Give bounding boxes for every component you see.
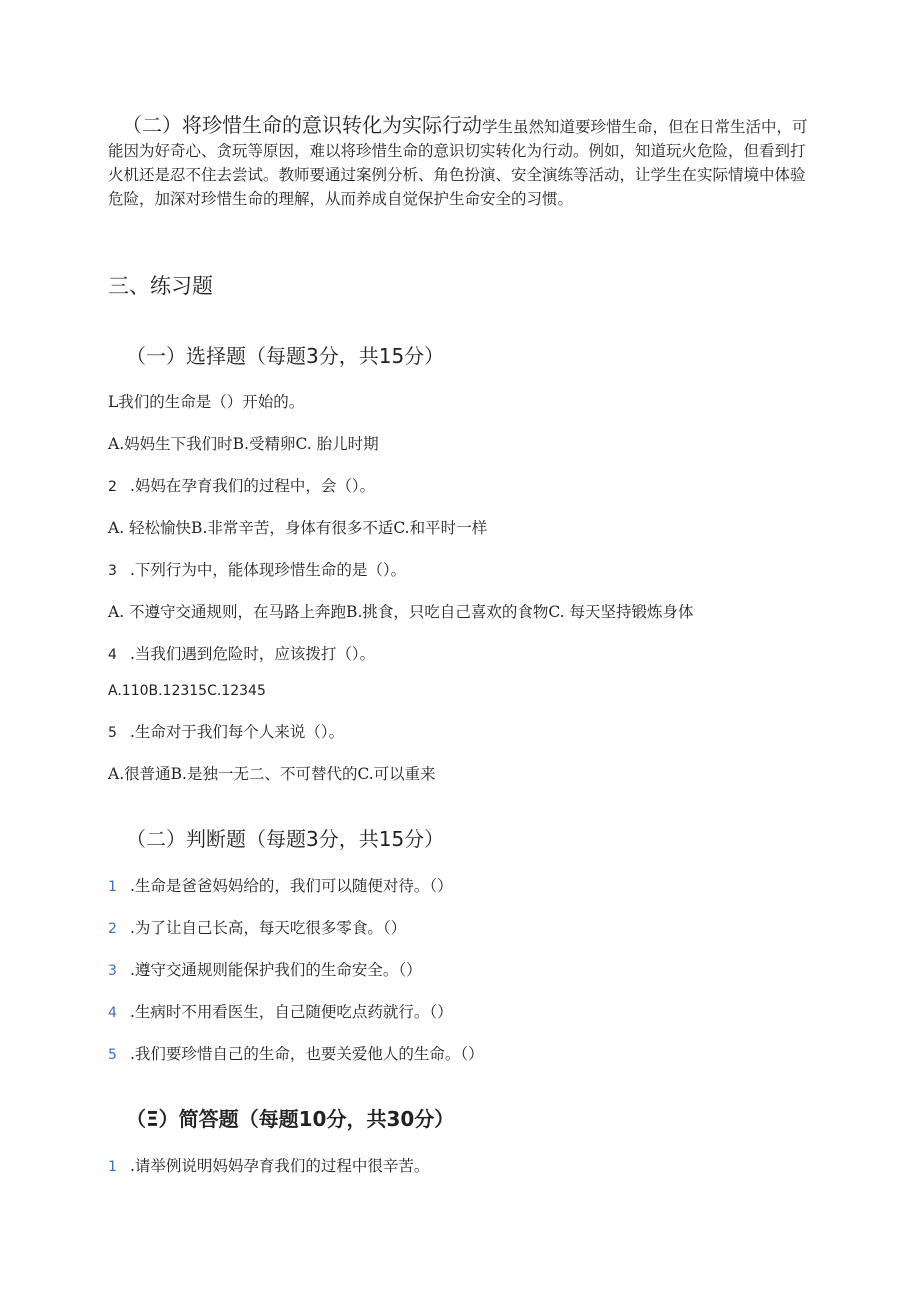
choice-options-3: A. 不遵守交通规则，在马路上奔跑B.挑食，只吃自己喜欢的食物C. 每天坚持锻炼身体 [108,603,694,621]
question-number: 2 [108,921,117,937]
question-number: 1 [108,1159,117,1175]
choice-question-1 [108,390,304,412]
question-number: 2 [108,479,117,495]
choice-options-4: A.110B.12315C.12345 [108,683,266,699]
judge-question-3 [108,958,422,980]
question-number: 1 [108,879,117,895]
question-number: 3 [108,563,117,579]
judge-question-1 [108,874,453,896]
question-text: .妈妈在孕育我们的过程中，会（）。 [130,477,376,495]
question-text: .为了让自己长高，每天吃很多零食。（） [130,919,407,937]
judge-question-2 [108,916,406,938]
question-text: .我们要珍惜自己的生命，也要关爱他人的生命。（） [130,1045,484,1063]
choice-question-2 [108,474,375,496]
question-text: .下列行为中，能体现珍惜生命的是（）。 [130,561,407,579]
choice-section-title: （一）选择题（每题3分，共15分） [126,344,445,368]
intro-heading: （二）将珍惜生命的意识转化为实际行动 [122,113,482,137]
question-text: .当我们遇到危险时，应该拨打（）。 [130,645,376,663]
judge-question-5 [108,1042,484,1064]
intro-text: 学生虽然知道要珍惜生命，但在日常生活中，可能因为好奇心、贪玩等原因，难以将珍惜生命的意识切实转化为行动。例如，知道玩火危险，但看到打火机还是忍不住去尝试。教师要通过案例分析、角色扮演、安全演练等活动，让学生在实际情境中体验危险，加深对珍惜生命的理解，从而养成自觉保护生命安全的习惯。 [108,118,808,208]
question-number: L [108,393,119,411]
judge-section-title: （二）判断题（每题3分，共15分） [126,827,445,851]
choice-options-5: A.很普通B.是独一无二、不可替代的C.可以重来 [108,765,436,783]
question-number: 3 [108,963,117,979]
short-answer-section-title: （Ξ）简答题（每题10分，共30分） [126,1107,455,1131]
question-text: .请举例说明妈妈孕育我们的过程中很辛苦。 [130,1157,430,1175]
question-number: 5 [108,725,117,741]
question-text: .遵守交通规则能保护我们的生命安全。（） [130,961,422,979]
practice-title: 三、练习题 [108,274,213,298]
choice-question-3 [108,558,406,580]
question-number: 5 [108,1047,117,1063]
choice-options-2: A. 轻松愉快B.非常辛苦，身体有很多不适C.和平时一样 [108,519,488,537]
choice-question-5 [108,720,344,742]
judge-question-4 [108,1000,453,1022]
short-question-1 [108,1154,429,1176]
question-text: .生命是爸爸妈妈给的，我们可以随便对待。（） [130,877,453,895]
question-text: .生命对于我们每个人来说（）。 [130,723,345,741]
choice-options-1: A.妈妈生下我们时B.受精卵C. 胎儿时期 [108,435,379,453]
question-text: 我们的生命是（）开始的。 [118,393,305,411]
question-text: .生病时不用看医生，自己随便吃点药就行。（） [130,1003,453,1021]
intro-paragraph [108,113,818,211]
choice-question-4 [108,642,375,664]
question-number: 4 [108,1005,117,1021]
question-number: 4 [108,647,117,663]
